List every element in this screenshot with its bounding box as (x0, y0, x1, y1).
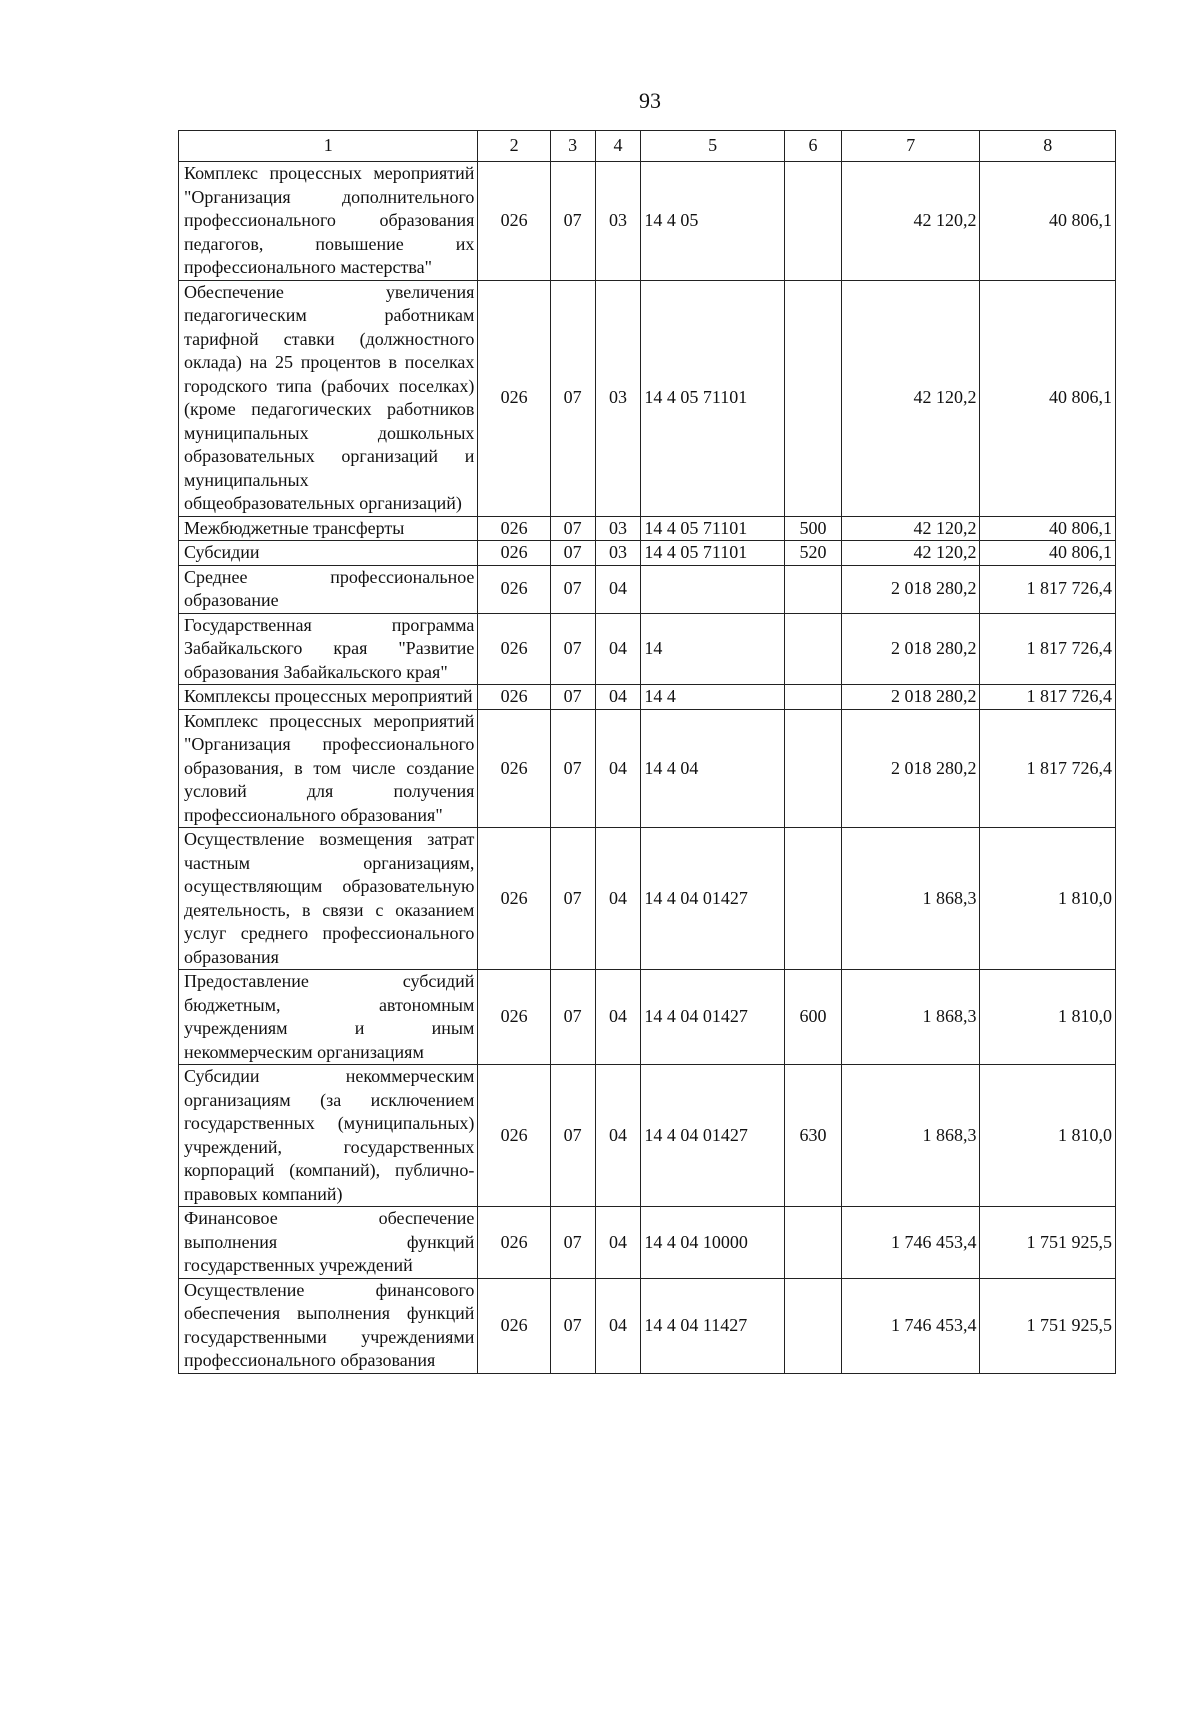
cell-section: 07 (550, 685, 595, 710)
cell-amount-col7: 2 018 280,2 (841, 685, 980, 710)
cell-expense-type (784, 709, 841, 828)
table-row (179, 1278, 1116, 1373)
table-row (179, 516, 1116, 541)
cell-admin-code: 026 (478, 516, 550, 541)
cell-section: 07 (550, 1065, 595, 1207)
cell-subsection: 04 (595, 565, 641, 613)
cell-admin-code: 026 (478, 1065, 550, 1207)
cell-target-article: 14 4 04 01427 (641, 828, 785, 970)
cell-amount-col7: 1 868,3 (841, 828, 980, 970)
cell-amount-col8: 40 806,1 (980, 280, 1116, 516)
cell-amount-col7: 1 868,3 (841, 1065, 980, 1207)
cell-subsection: 03 (595, 516, 641, 541)
cell-subsection: 04 (595, 685, 641, 710)
table-body (179, 162, 1116, 1374)
cell-amount-col8: 40 806,1 (980, 516, 1116, 541)
cell-name: Субсидии (179, 541, 478, 566)
cell-subsection: 04 (595, 1065, 641, 1207)
cell-expense-type: 500 (784, 516, 841, 541)
cell-admin-code: 026 (478, 541, 550, 566)
cell-amount-col7: 42 120,2 (841, 516, 980, 541)
cell-amount-col7: 2 018 280,2 (841, 709, 980, 828)
cell-section: 07 (550, 516, 595, 541)
column-header: 6 (784, 131, 841, 162)
cell-amount-col8: 1 817 726,4 (980, 685, 1116, 710)
table-row (179, 828, 1116, 970)
cell-target-article: 14 4 05 71101 (641, 541, 785, 566)
cell-name: Финансовое обеспечение выполнения функций государственных учреждений (179, 1207, 478, 1279)
cell-admin-code: 026 (478, 565, 550, 613)
cell-admin-code: 026 (478, 1207, 550, 1279)
cell-expense-type (784, 280, 841, 516)
cell-amount-col7: 2 018 280,2 (841, 565, 980, 613)
cell-amount-col7: 1 746 453,4 (841, 1278, 980, 1373)
cell-name: Среднее профессиональное образование (179, 565, 478, 613)
cell-amount-col8: 1 810,0 (980, 970, 1116, 1065)
table-row (179, 685, 1116, 710)
column-header: 3 (550, 131, 595, 162)
cell-amount-col8: 1 751 925,5 (980, 1278, 1116, 1373)
budget-table (178, 130, 1116, 1374)
table-row (179, 970, 1116, 1065)
cell-amount-col7: 1 868,3 (841, 970, 980, 1065)
cell-target-article: 14 4 04 (641, 709, 785, 828)
table-row (179, 280, 1116, 516)
column-header: 8 (980, 131, 1116, 162)
table-row (179, 709, 1116, 828)
cell-target-article: 14 4 05 71101 (641, 280, 785, 516)
cell-target-article: 14 (641, 613, 785, 685)
cell-name: Комплексы процессных мероприятий (179, 685, 478, 710)
cell-amount-col8: 1 817 726,4 (980, 613, 1116, 685)
cell-amount-col7: 42 120,2 (841, 162, 980, 281)
cell-section: 07 (550, 541, 595, 566)
cell-name: Предоставление субсидий бюджетным, автономным учреждениям и иным некоммерческим организациям (179, 970, 478, 1065)
cell-admin-code: 026 (478, 613, 550, 685)
table-row (179, 613, 1116, 685)
cell-name: Осуществление финансового обеспечения выполнения функций государственными учреждениями профессионального образования (179, 1278, 478, 1373)
cell-expense-type (784, 162, 841, 281)
cell-subsection: 04 (595, 1207, 641, 1279)
cell-target-article: 14 4 04 01427 (641, 1065, 785, 1207)
cell-name: Государственная программа Забайкальского края "Развитие образования Забайкальского края" (179, 613, 478, 685)
cell-target-article (641, 565, 785, 613)
cell-target-article: 14 4 04 11427 (641, 1278, 785, 1373)
cell-admin-code: 026 (478, 280, 550, 516)
column-header: 5 (641, 131, 785, 162)
cell-section: 07 (550, 828, 595, 970)
cell-section: 07 (550, 613, 595, 685)
table-header-row (179, 131, 1116, 162)
column-header: 2 (478, 131, 550, 162)
cell-expense-type (784, 1207, 841, 1279)
cell-subsection: 04 (595, 970, 641, 1065)
table-row (179, 1065, 1116, 1207)
table-row (179, 565, 1116, 613)
cell-amount-col7: 42 120,2 (841, 280, 980, 516)
cell-name: Комплекс процессных мероприятий "Организация дополнительного профессионального образования педагогов, повышение их профессионального мастерства" (179, 162, 478, 281)
cell-name: Осуществление возмещения затрат частным организациям, осуществляющим образовательную деятельность, в связи с оказанием услуг среднего профессионального образования (179, 828, 478, 970)
cell-expense-type (784, 685, 841, 710)
cell-expense-type: 600 (784, 970, 841, 1065)
table-row (179, 162, 1116, 281)
cell-amount-col8: 1 751 925,5 (980, 1207, 1116, 1279)
cell-subsection: 04 (595, 1278, 641, 1373)
column-header: 4 (595, 131, 641, 162)
cell-admin-code: 026 (478, 162, 550, 281)
cell-amount-col8: 40 806,1 (980, 541, 1116, 566)
table-row (179, 1207, 1116, 1279)
cell-expense-type: 630 (784, 1065, 841, 1207)
cell-admin-code: 026 (478, 1278, 550, 1373)
cell-amount-col8: 40 806,1 (980, 162, 1116, 281)
cell-amount-col7: 1 746 453,4 (841, 1207, 980, 1279)
cell-admin-code: 026 (478, 970, 550, 1065)
column-header: 7 (841, 131, 980, 162)
cell-section: 07 (550, 162, 595, 281)
cell-target-article: 14 4 05 71101 (641, 516, 785, 541)
cell-name: Комплекс процессных мероприятий "Организация профессионального образования, в том числе создание условий для получения профессионального образования" (179, 709, 478, 828)
cell-subsection: 04 (595, 709, 641, 828)
cell-expense-type (784, 565, 841, 613)
cell-target-article: 14 4 05 (641, 162, 785, 281)
cell-section: 07 (550, 1278, 595, 1373)
table-row (179, 541, 1116, 566)
cell-section: 07 (550, 565, 595, 613)
cell-subsection: 04 (595, 828, 641, 970)
cell-expense-type: 520 (784, 541, 841, 566)
cell-expense-type (784, 1278, 841, 1373)
cell-target-article: 14 4 (641, 685, 785, 710)
cell-section: 07 (550, 970, 595, 1065)
cell-subsection: 04 (595, 613, 641, 685)
cell-section: 07 (550, 280, 595, 516)
column-header: 1 (179, 131, 478, 162)
cell-target-article: 14 4 04 10000 (641, 1207, 785, 1279)
cell-amount-col8: 1 817 726,4 (980, 565, 1116, 613)
cell-subsection: 03 (595, 162, 641, 281)
cell-amount-col8: 1 810,0 (980, 828, 1116, 970)
cell-subsection: 03 (595, 280, 641, 516)
cell-subsection: 03 (595, 541, 641, 566)
cell-admin-code: 026 (478, 685, 550, 710)
cell-amount-col7: 2 018 280,2 (841, 613, 980, 685)
cell-name: Межбюджетные трансферты (179, 516, 478, 541)
cell-amount-col8: 1 817 726,4 (980, 709, 1116, 828)
cell-section: 07 (550, 709, 595, 828)
cell-target-article: 14 4 04 01427 (641, 970, 785, 1065)
cell-name: Обеспечение увеличения педагогическим работникам тарифной ставки (должностного оклада) на 25 процентов в поселках городского типа (рабочих поселках) (кроме педагогических работников муниципальных дошкольных образовательных организаций и муниципальных общеобразовательных организаций) (179, 280, 478, 516)
cell-admin-code: 026 (478, 709, 550, 828)
cell-name: Субсидии некоммерческим организациям (за исключением государственных (муниципальных) учреждений, государственных корпораций (компаний), публично-правовых компаний) (179, 1065, 478, 1207)
cell-amount-col7: 42 120,2 (841, 541, 980, 566)
cell-section: 07 (550, 1207, 595, 1279)
cell-expense-type (784, 828, 841, 970)
page-number: 93 (639, 88, 661, 113)
cell-expense-type (784, 613, 841, 685)
cell-admin-code: 026 (478, 828, 550, 970)
cell-amount-col8: 1 810,0 (980, 1065, 1116, 1207)
